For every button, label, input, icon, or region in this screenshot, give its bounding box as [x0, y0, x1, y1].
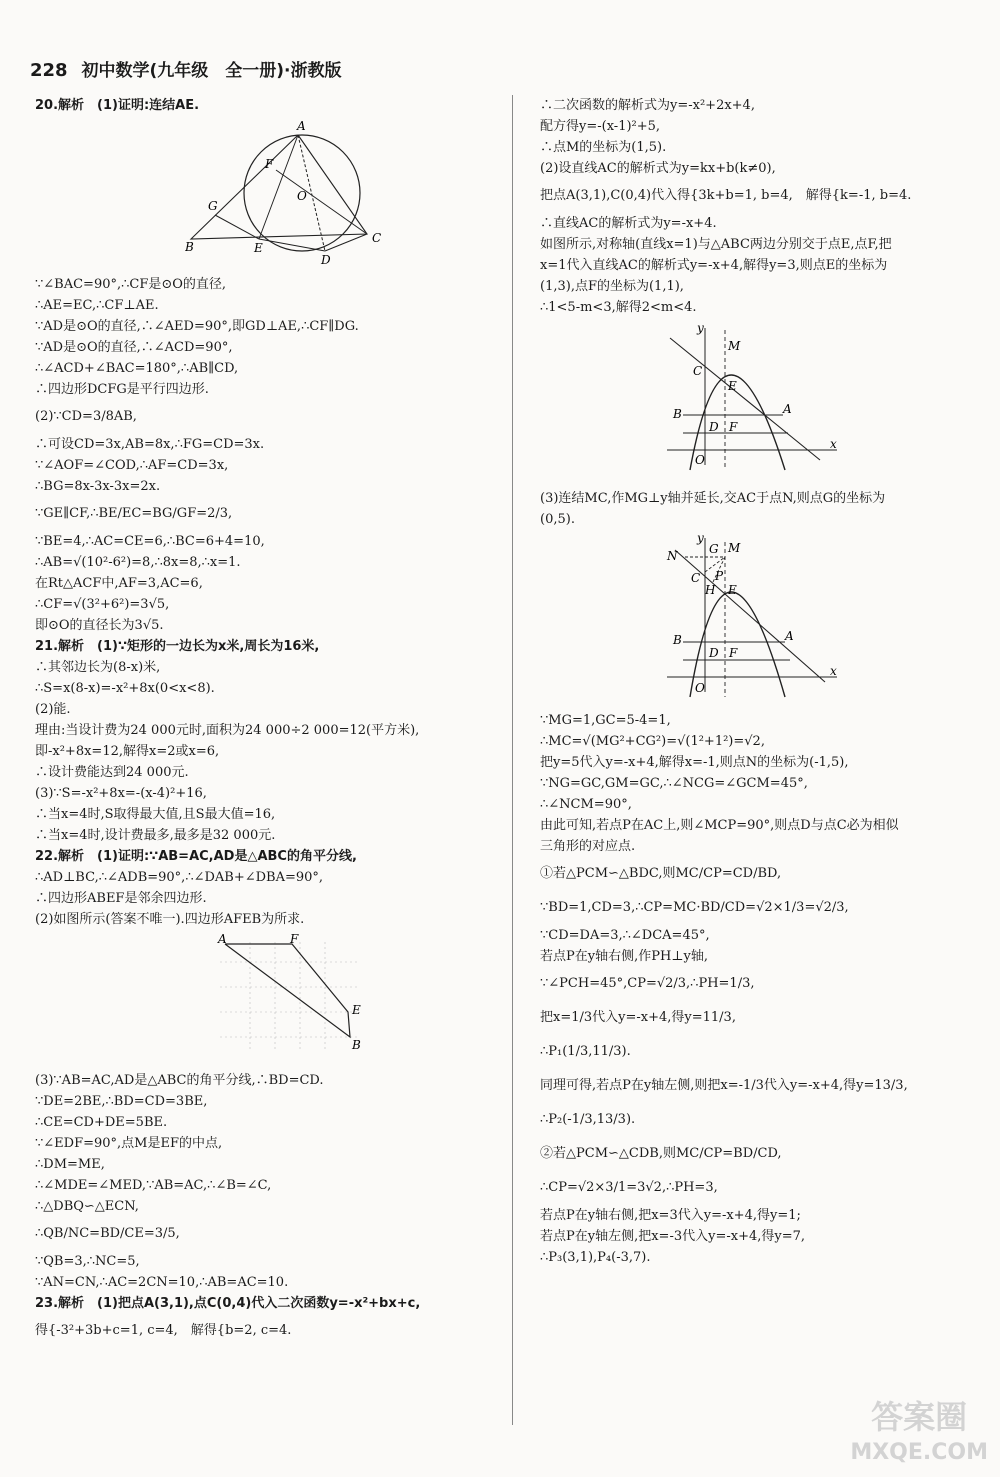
text-line: ②若△PCM∽△CDB,则MC/CP=BD/CD, — [540, 1146, 782, 1161]
text-line: ∵∠AOF=∠COD,∴AF=CD=3x, — [35, 458, 229, 473]
text-line: (3)∵S=-x²+8x=-(x-4)²+16, — [35, 786, 207, 801]
text-line: 即-x²+8x=12,解得x=2或x=6, — [35, 744, 220, 759]
fig-label: B — [185, 240, 194, 254]
fig-label: F — [729, 646, 738, 660]
text-line: ∴MC=√(MG²+CG²)=√(1²+1²)=√2, — [540, 734, 765, 749]
text-line: 把x=1/3代入y=-x+4,得y=11/3, — [540, 1010, 736, 1025]
parabola-graph-1 — [665, 320, 845, 480]
watermark-logo — [850, 1399, 988, 1471]
fig-label: D — [709, 646, 719, 660]
text-line: ∵∠EDF=90°,点M是EF的中点, — [35, 1136, 223, 1151]
text-line: ∵GE∥CF,∴BE/EC=BG/GF=2/3, — [35, 506, 233, 521]
fig-label: C — [693, 364, 703, 378]
text-line: (0,5). — [540, 512, 575, 527]
text-line: ∵NG=GC,GM=GC,∴∠NCG=∠GCM=45°, — [540, 776, 808, 791]
fig-label: B — [673, 633, 682, 647]
text-line: (2)能. — [35, 702, 71, 717]
text-line: ∵∠PCH=45°,CP=√2/3,∴PH=1/3, — [540, 976, 755, 991]
text-line: ∴点M的坐标为(1,5). — [540, 140, 667, 155]
fig-label: E — [352, 1003, 361, 1017]
text-line: x=1代入直线AC的解析式y=-x+4,解得y=3,则点E的坐标为 — [540, 258, 888, 273]
text-line: ∵MG=1,GC=5-4=1, — [540, 713, 671, 728]
text-line: ∴CE=CD+DE=5BE. — [35, 1115, 168, 1130]
fig-label: P — [715, 569, 724, 583]
text-line: 若点P在y轴右侧,把x=3代入y=-x+4,得y=1; — [540, 1208, 801, 1223]
fig-label: x — [830, 437, 837, 451]
watermark-top: 答案圈 — [871, 1398, 968, 1436]
fig-label: y — [697, 532, 704, 545]
text-line: ∴当x=4时,设计费最多,最多是32 000元. — [35, 828, 276, 843]
text-line: ∴其邻边长为(8-x)米, — [35, 660, 161, 675]
text-line: ∴∠MDE=∠MED,∵AB=AC,∴∠B=∠C, — [35, 1178, 272, 1193]
text-line: 如图所示,对称轴(直线x=1)与△ABC两边分别交于点E,点F,把 — [540, 237, 892, 252]
text-line: ∴四边形DCFG是平行四边形. — [35, 382, 209, 397]
fig-label: A — [218, 932, 227, 946]
text-line: ∴AD⊥BC,∴∠ADB=90°,∴∠DAB+∠DBA=90°, — [35, 870, 324, 885]
fig-label: x — [830, 664, 837, 678]
text-line: ∴QB/NC=BD/CE=3/5, — [35, 1226, 180, 1241]
fig-label: D — [709, 420, 719, 434]
text-line: ∵BD=1,CD=3,∴CP=MC·BD/CD=√2×1/3=√2/3, — [540, 900, 849, 915]
text-line: 即⊙O的直径长为3√5. — [35, 618, 164, 633]
fig-label: O — [297, 189, 307, 203]
q21-heading: 21.解析 (1)∵矩形的一边长为x米,周长为16米, — [35, 639, 320, 654]
fig-label: y — [697, 321, 704, 335]
text-line: 由此可知,若点P在AC上,则∠MCP=90°,则点D与点C必为相似 — [540, 818, 899, 833]
text-line: ∴设计费能达到24 000元. — [35, 765, 189, 780]
text-line: (3)连结MC,作MG⊥y轴并延长,交AC于点N,则点G的坐标为 — [540, 491, 886, 506]
text-line: ∵AN=CN,∴AC=2CN=10,∴AB=AC=10. — [35, 1275, 289, 1290]
fig-label: B — [673, 407, 682, 421]
text-line: ∴二次函数的解析式为y=-x²+2x+4, — [540, 98, 755, 113]
text-line: ∴∠ACD+∠BAC=180°,∴AB∥CD, — [35, 361, 239, 376]
text-line: ∴P₂(-1/3,13/3). — [540, 1112, 636, 1127]
fig-label: M — [728, 541, 741, 555]
text-line: (2)如图所示(答案不唯一).四边形AFEB为所求. — [35, 912, 305, 927]
text-line: 若点P在y轴右侧,作PH⊥y轴, — [540, 949, 709, 964]
text-line: ∵QB=3,∴NC=5, — [35, 1254, 140, 1269]
fig-label: N — [667, 549, 678, 563]
text-line: ∴∠NCM=90°, — [540, 797, 632, 812]
text-line: (2)∵CD=3/8AB, — [35, 409, 137, 424]
text-line: (3)∵AB=AC,AD是△ABC的角平分线,∴BD=CD. — [35, 1073, 324, 1088]
q20-heading: 20.解析 (1)证明:连结AE. — [35, 98, 200, 113]
text-line: ∵AD是⊙O的直径,∴∠AED=90°,即GD⊥AE,∴CF∥DG. — [35, 319, 359, 334]
text-line: ∴CP=√2×3/1=3√2,∴PH=3, — [540, 1180, 718, 1195]
text-line: ∴AE=EC,∴CF⊥AE. — [35, 298, 159, 313]
text-line: (1,3),点F的坐标为(1,1), — [540, 279, 684, 294]
fig-label: E — [728, 583, 737, 597]
text-line: ∵CD=DA=3,∴∠DCA=45°, — [540, 928, 710, 943]
text-line: 在Rt△ACF中,AF=3,AC=6, — [35, 576, 203, 591]
text-line: 配方得y=-(x-1)²+5, — [540, 119, 661, 134]
fig-label: O — [695, 453, 705, 467]
text-line: 同理可得,若点P在y轴左侧,则把x=-1/3代入y=-x+4,得y=13/3, — [540, 1078, 908, 1093]
fig-label: M — [728, 339, 741, 353]
fig-label: D — [321, 253, 331, 266]
page-number: 228 — [30, 60, 68, 81]
fig-label: H — [705, 583, 716, 597]
page-header — [30, 56, 342, 81]
fig-label: C — [372, 231, 382, 245]
q22-heading: 22.解析 (1)证明:∵AB=AC,AD是△ABC的角平分线, — [35, 849, 357, 864]
text-line: 若点P在y轴左侧,把x=-3代入y=-x+4,得y=7, — [540, 1229, 806, 1244]
fig-label: A — [783, 402, 792, 416]
text-line: (2)设直线AC的解析式为y=kx+b(k≠0), — [540, 161, 776, 176]
fig-label: A — [785, 629, 794, 643]
quadrilateral-figure — [210, 932, 370, 1062]
fig-label: E — [728, 379, 737, 393]
text-line: ∴当x=4时,S取得最大值,且S最大值=16, — [35, 807, 276, 822]
text-line: ∴S=x(8-x)=-x²+8x(0<x<8). — [35, 681, 215, 696]
column-divider — [512, 95, 513, 1425]
fig-label: G — [208, 199, 218, 213]
fig-label: C — [691, 571, 701, 585]
fig-label: F — [729, 420, 738, 434]
q23-heading: 23.解析 (1)把点A(3,1),点C(0,4)代入二次函数y=-x²+bx+c, — [35, 1296, 421, 1311]
text-line: ∴DM=ME, — [35, 1157, 105, 1172]
text-line: 三角形的对应点. — [540, 839, 636, 854]
fig-label: F — [265, 157, 274, 171]
text-line: ∴直线AC的解析式为y=-x+4. — [540, 216, 717, 231]
fig-label: F — [290, 932, 299, 946]
right-column — [540, 95, 980, 1268]
left-column — [35, 95, 495, 1348]
text-line: ∴P₃(3,1),P₄(-3,7). — [540, 1250, 651, 1265]
text-line: ∴BG=8x-3x-3x=2x. — [35, 479, 161, 494]
text-line: ∴△DBQ∽△ECN, — [35, 1199, 139, 1214]
text-line: ①若△PCM∽△BDC,则MC/CP=CD/BD, — [540, 866, 782, 881]
text-line: ∵AD是⊙O的直径,∴∠ACD=90°, — [35, 340, 233, 355]
circle-figure — [185, 118, 385, 266]
text-line: ∴P₁(1/3,11/3). — [540, 1044, 631, 1059]
text-line: ∵∠BAC=90°,∴CF是⊙O的直径, — [35, 277, 227, 292]
fig-label: B — [352, 1038, 361, 1052]
book-title: 初中数学(九年级 全一册)·浙教版 — [81, 61, 342, 81]
text-line: ∴四边形ABEF是邻余四边形. — [35, 891, 207, 906]
parabola-graph-2 — [665, 532, 845, 702]
text-line: ∴AB=√(10²-6²)=8,∴8x=8,∴x=1. — [35, 555, 241, 570]
text-line: ∴1<5-m<3,解得2<m<4. — [540, 300, 697, 315]
text-line: 把y=5代入y=-x+4,解得x=-1,则点N的坐标为(-1,5), — [540, 755, 849, 770]
fig-label: A — [297, 119, 306, 133]
text-line: 把点A(3,1),C(0,4)代入得{3k+b=1, b=4, 解得{k=-1, b=4. — [540, 188, 912, 203]
text-line: 得{-3²+3b+c=1, c=4, 解得{b=2, c=4. — [35, 1323, 292, 1338]
fig-label: O — [695, 681, 705, 695]
text-line: ∴CF=√(3²+6²)=3√5, — [35, 597, 170, 612]
text-line: ∵DE=2BE,∴BD=CD=3BE, — [35, 1094, 208, 1109]
text-line: ∵BE=4,∴AC=CE=6,∴BC=6+4=10, — [35, 534, 265, 549]
fig-label: G — [709, 542, 719, 556]
text-line: 理由:当设计费为24 000元时,面积为24 000÷2 000=12(平方米), — [35, 723, 420, 738]
watermark-bottom: MXQE.COM — [850, 1440, 988, 1465]
fig-label: E — [254, 241, 263, 255]
text-line: ∴可设CD=3x,AB=8x,∴FG=CD=3x. — [35, 437, 265, 452]
